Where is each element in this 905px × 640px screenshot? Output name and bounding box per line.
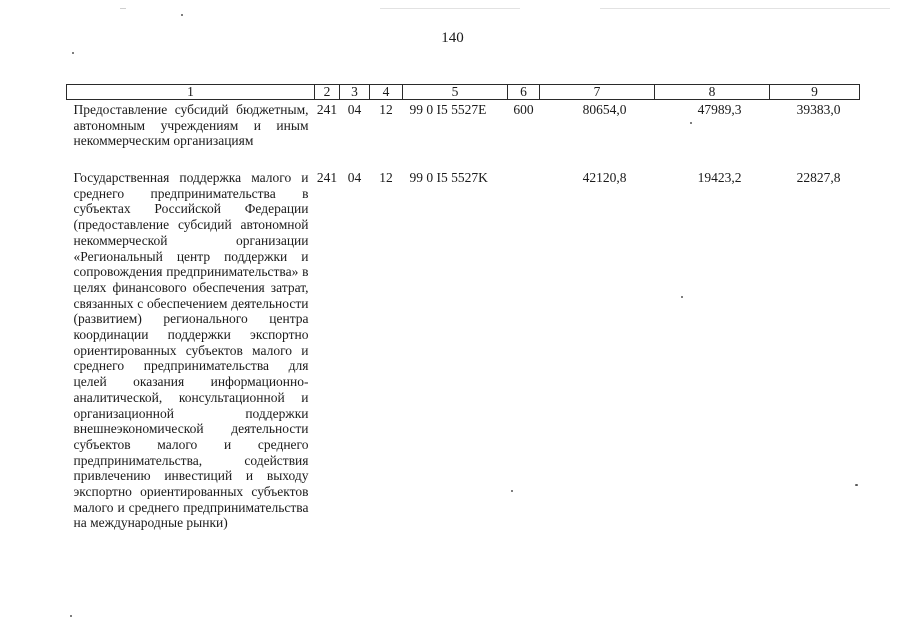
row-code-col2: 241 xyxy=(316,102,338,117)
row-amount-col8: 47989,3 xyxy=(697,102,742,117)
row-amount-col9: 22827,8 xyxy=(796,170,841,185)
row-name: Государственная поддержка малого и среднего предпринимательства в субъектах Российской Федерации (предоставление субсидий автономной некоммерческой организации «Региональный центр поддержки и сопровождения предпринимательства» в целях финансового обеспечения затрат, связанных с обеспечением деятельности (развитием) регионального центра координации поддержки экспортно ориентированных субъектов малого и среднего предпринимательства для целей оказания информационно-аналитической, консультационной и организационной поддержки внешнеэкономической деятельности субъектов малого и среднего предпринимательства, содействия привлечению инвестиций и выходу экспортно ориентированных субъектов малого и среднего предпринимательства на международные рынки) xyxy=(73,170,309,531)
column-number-row xyxy=(67,85,860,100)
row-amount-col7: 80654,0 xyxy=(582,102,627,117)
row-code-col4: 12 xyxy=(379,170,393,185)
row-code-col5: 99 0 I5 5527E xyxy=(409,102,487,117)
row-code-col4: 12 xyxy=(379,102,393,117)
row-name: Предоставление субсидий бюджетным, автономным учреждениям и иным некоммерческим организациям xyxy=(73,102,309,149)
column-header-2: 2 xyxy=(315,85,340,100)
column-header-1: 1 xyxy=(67,85,315,100)
page-number: 140 xyxy=(441,30,464,46)
row-amount-col9: 39383,0 xyxy=(796,102,841,117)
column-header-6: 6 xyxy=(508,85,540,100)
table-row xyxy=(67,100,860,169)
table-row xyxy=(67,168,860,531)
column-header-8: 8 xyxy=(655,85,770,100)
row-code-col6: 600 xyxy=(513,102,534,117)
row-amount-col7: 42120,8 xyxy=(582,170,627,185)
row-code-col3: 04 xyxy=(347,170,362,185)
row-code-col6 xyxy=(508,168,540,531)
row-code-col5: 99 0 I5 5527K xyxy=(409,170,488,185)
column-header-7: 7 xyxy=(540,85,655,100)
column-header-5: 5 xyxy=(403,85,508,100)
column-header-9: 9 xyxy=(770,85,860,100)
row-amount-col8: 19423,2 xyxy=(697,170,742,185)
row-code-col2: 241 xyxy=(316,170,338,185)
column-header-3: 3 xyxy=(340,85,370,100)
column-header-4: 4 xyxy=(370,85,403,100)
budget-table xyxy=(66,84,860,531)
row-code-col3: 04 xyxy=(347,102,362,117)
